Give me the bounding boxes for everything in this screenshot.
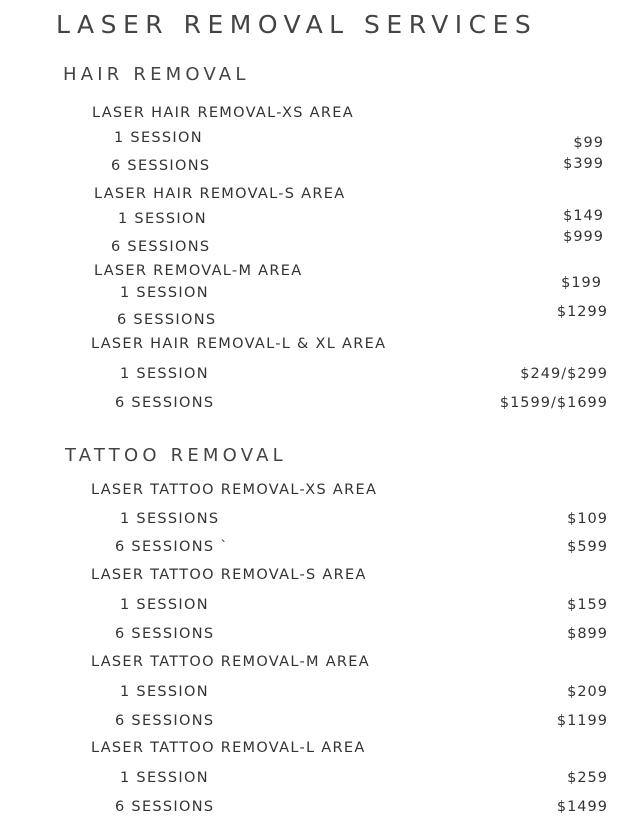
session-label: 6 SESSIONS [111, 158, 211, 174]
session-label: 6 SESSIONS [117, 312, 217, 328]
session-label: 1 SESSION [120, 366, 209, 382]
price: $259 [567, 770, 608, 786]
area-heading-tattoo-xs: LASER TATTOO REMOVAL-XS AREA [91, 482, 378, 498]
area-heading-hair-m: LASER REMOVAL-M AREA [94, 263, 303, 279]
area-heading-tattoo-m: LASER TATTOO REMOVAL-M AREA [91, 654, 370, 670]
session-label: 1 SESSION [118, 211, 207, 227]
section-heading-tattoo-removal: TATTOO REMOVAL [65, 445, 287, 466]
session-label: 6 SESSIONS [115, 713, 215, 729]
price: $99 [573, 135, 604, 151]
price: $1599/$1699 [499, 395, 608, 411]
area-heading-tattoo-l: LASER TATTOO REMOVAL-L AREA [91, 740, 366, 756]
session-label: 1 SESSIONS [120, 511, 220, 527]
price: $899 [567, 626, 608, 642]
price: $159 [567, 597, 608, 613]
session-label: 1 SESSION [114, 130, 203, 146]
price: $109 [567, 511, 608, 527]
area-heading-tattoo-s: LASER TATTOO REMOVAL-S AREA [91, 567, 367, 583]
price: $399 [563, 156, 604, 172]
price: $149 [563, 208, 604, 224]
price: $249/$299 [520, 366, 608, 382]
session-label: 6 SESSIONS [115, 395, 215, 411]
area-heading-hair-l-xl: LASER HAIR REMOVAL-L & XL AREA [91, 336, 387, 352]
session-label: 6 SESSIONS [111, 239, 211, 255]
session-label: 1 SESSION [120, 285, 209, 301]
section-heading-hair-removal: HAIR REMOVAL [63, 64, 250, 85]
price: $999 [563, 229, 604, 245]
price: $1499 [556, 799, 608, 815]
price: $1299 [556, 304, 608, 320]
page-title: LASER REMOVAL SERVICES [56, 10, 538, 39]
session-label: 6 SESSIONS ` [115, 539, 229, 555]
area-heading-hair-s: LASER HAIR REMOVAL-S AREA [94, 186, 346, 202]
session-label: 1 SESSION [120, 770, 209, 786]
price: $199 [561, 275, 602, 291]
price: $209 [567, 684, 608, 700]
area-heading-hair-xs: LASER HAIR REMOVAL-XS AREA [92, 105, 354, 121]
session-label: 6 SESSIONS [115, 799, 215, 815]
price: $599 [567, 539, 608, 555]
session-label: 6 SESSIONS [115, 626, 215, 642]
session-label: 1 SESSION [120, 684, 209, 700]
session-label: 1 SESSION [120, 597, 209, 613]
price: $1199 [556, 713, 608, 729]
